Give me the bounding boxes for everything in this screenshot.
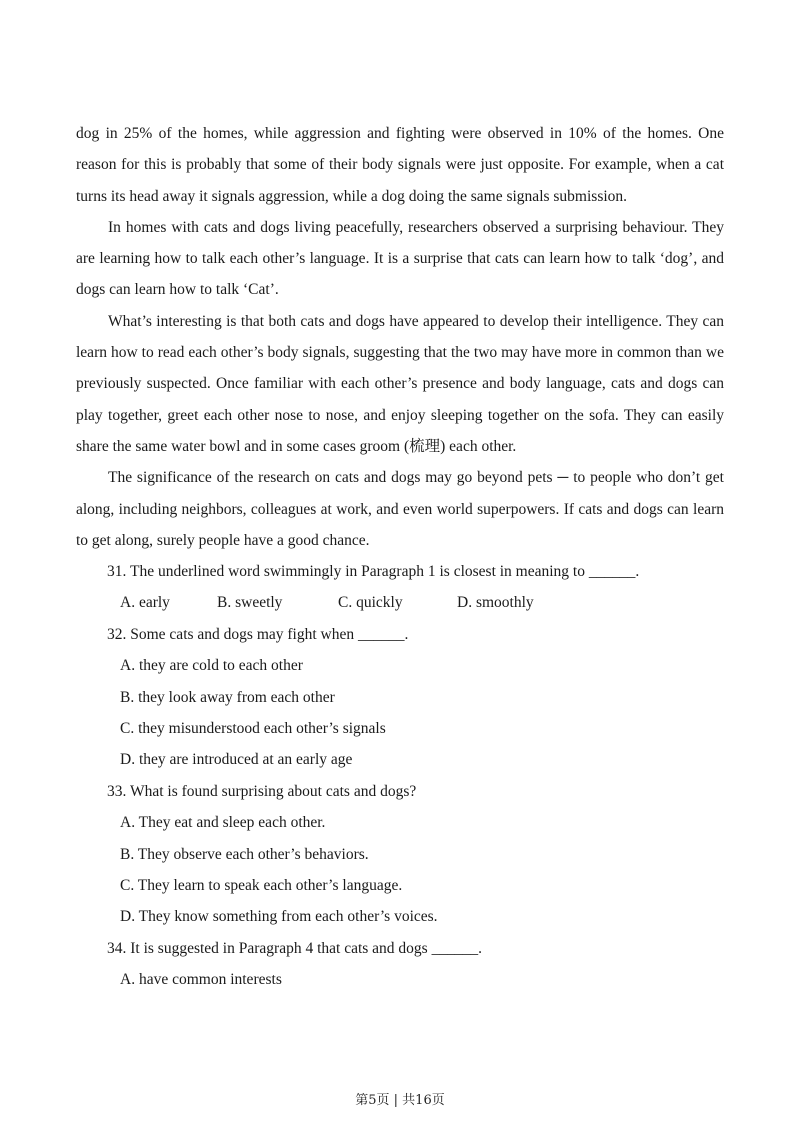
reading-passage [76,118,724,556]
passage-paragraph: dog in 25% of the homes, while aggression and fighting were observed in 10% of the homes. One reason for this is probably that some of their body signals were just opposite. For example, when a cat turns its head away it signals aggression, while a dog doing the same signals submission. [76,125,724,205]
option-c: C. they misunderstood each other’s signals [120,720,386,738]
question-stem: 33. What is found surprising about cats and dogs? [107,782,417,800]
option-b: B. they look away from each other [120,688,335,706]
option-b: B. sweetly [217,594,283,612]
passage-paragraph: In homes with cats and dogs living peacefully, researchers observed a surprising behaviour. They are learning how to talk each other’s language. It is a surprise that cats can learn how to talk ‘dog’, and dogs can learn how to talk ‘Cat’. [76,218,724,299]
page-number-footer: 第5页 | 共16页 [355,1093,445,1108]
question-31 [107,556,724,619]
passage-paragraph: The significance of the research on cats and dogs may go beyond pets ─ to people who don’t get along, including neighbors, colleagues at work, and even world superpowers. If cats and dogs can learn to get along, surely people have a good chance. [76,469,724,549]
question-stem: 34. It is suggested in Paragraph 4 that cats and dogs ______. [107,939,482,957]
option-a: A. They eat and sleep each other. [120,814,326,832]
option-c: C. They learn to speak each other’s language. [120,877,403,895]
option-c: C. quickly [338,594,403,612]
question-list [107,556,724,996]
question-32 [107,619,724,776]
passage-paragraph: What’s interesting is that both cats and dogs have appeared to develop their intelligence. They can learn how to read each other’s body signals, suggesting that the two may have more in common than we previously suspected. Once familiar with each other’s presence and body language, cats and dogs can play together, greet each other nose to nose, and enjoy sleeping together on the sofa. They can easily share the same water bowl and in some cases groom (梳理) each other. [76,312,724,455]
option-row [120,587,724,618]
question-stem: 31. The underlined word swimmingly in Paragraph 1 is closest in meaning to ______. [107,563,640,580]
option-d: D. they are introduced at an early age [120,751,353,769]
question-stem: 32. Some cats and dogs may fight when ______. [107,625,409,643]
option-a: A. have common interests [120,971,282,989]
option-a: A. early [120,594,170,612]
option-d: D. They know something from each other’s voices. [120,908,438,926]
option-b: B. They observe each other’s behaviors. [120,845,369,863]
question-33 [107,776,724,933]
option-d: D. smoothly [457,594,534,612]
question-34 [107,933,724,996]
option-a: A. they are cold to each other [120,657,303,675]
